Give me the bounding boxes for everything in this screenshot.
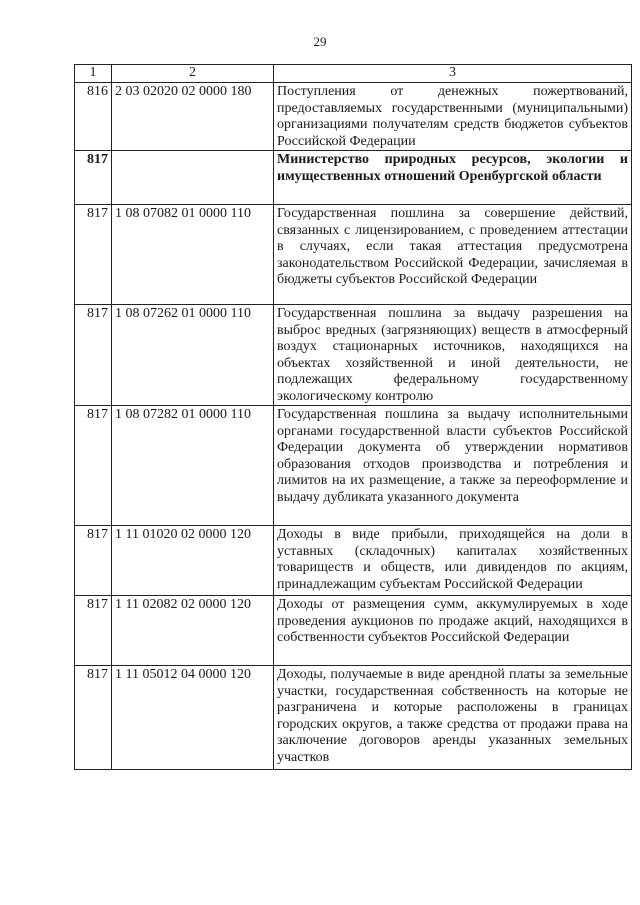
admin-code-cell: 817: [75, 526, 112, 596]
revenue-description-cell: Поступления от денежных пожертвований, предоставляемых государственными (муниципальными) организациями получателям средств бюджетов субъектов Российской Федерации: [274, 83, 632, 151]
budget-code-cell: 1 08 07282 01 0000 110: [112, 406, 274, 526]
admin-code-cell: 817: [75, 305, 112, 406]
admin-code-cell: 817: [75, 151, 112, 205]
admin-code-cell: 817: [75, 205, 112, 305]
revenue-description-cell: Государственная пошлина за выдачу разрешения на выброс вредных (загрязняющих) веществ в атмосферный воздух стационарных источников, находящихся на объектах хозяйственной и иной деятельности, не подлежащих федеральному государственному экологическому контролю: [274, 305, 632, 406]
budget-code-cell: [112, 151, 274, 205]
table-row: [75, 526, 632, 596]
revenue-description-cell: Министерство природных ресурсов, экологии и имущественных отношений Оренбургской области: [274, 151, 632, 205]
column-header-2: 2: [112, 65, 274, 83]
revenue-description-cell: Доходы в виде прибыли, приходящейся на доли в уставных (складочных) капиталах хозяйственных товариществ и обществ, или дивидендов по акциям, принадлежащим субъектам Российской Федерации: [274, 526, 632, 596]
column-header-1: 1: [75, 65, 112, 83]
table-row: [75, 205, 632, 305]
column-number-row: [75, 65, 632, 83]
admin-code-cell: 817: [75, 406, 112, 526]
table-row: [75, 83, 632, 151]
table-row: [75, 305, 632, 406]
admin-code-cell: 816: [75, 83, 112, 151]
budget-code-cell: 1 11 02082 02 0000 120: [112, 596, 274, 666]
page-number: 29: [313, 34, 327, 49]
table-row: [75, 596, 632, 666]
table-row: [75, 406, 632, 526]
revenue-description-cell: Доходы, получаемые в виде арендной платы за земельные участки, государственная собственность на которые не разграничена и которые расположены в границах городских округов, а также средства от продажи права на заключение договоров аренды указанных земельных участков: [274, 666, 632, 770]
table-row: [75, 151, 632, 205]
budget-code-cell: 1 11 01020 02 0000 120: [112, 526, 274, 596]
budget-code-cell: 2 03 02020 02 0000 180: [112, 83, 274, 151]
admin-code-cell: 817: [75, 666, 112, 770]
budget-code-cell: 1 08 07262 01 0000 110: [112, 305, 274, 406]
revenue-codes-table: [74, 64, 632, 770]
revenue-description-cell: Государственная пошлина за совершение действий, связанных с лицензированием, с проведением аттестации в случаях, если такая аттестация предусмотрена законодательством Российской Федерации, зачисляемая в бюджеты субъектов Российской Федерации: [274, 205, 632, 305]
revenue-description-cell: Государственная пошлина за выдачу исполнительными органами государственной власти субъектов Российской Федерации документа об утверждении нормативов образования отходов производства и потребления и лимитов на их размещение, а также за переоформление и выдачу дубликата указанного документа: [274, 406, 632, 526]
column-header-3: 3: [274, 65, 632, 83]
table-row: [75, 666, 632, 770]
revenue-description-cell: Доходы от размещения сумм, аккумулируемых в ходе проведения аукционов по продаже акций, находящихся в собственности субъектов Российской Федерации: [274, 596, 632, 666]
admin-code-cell: 817: [75, 596, 112, 666]
table-body: [75, 65, 632, 770]
budget-code-cell: 1 08 07082 01 0000 110: [112, 205, 274, 305]
budget-code-cell: 1 11 05012 04 0000 120: [112, 666, 274, 770]
